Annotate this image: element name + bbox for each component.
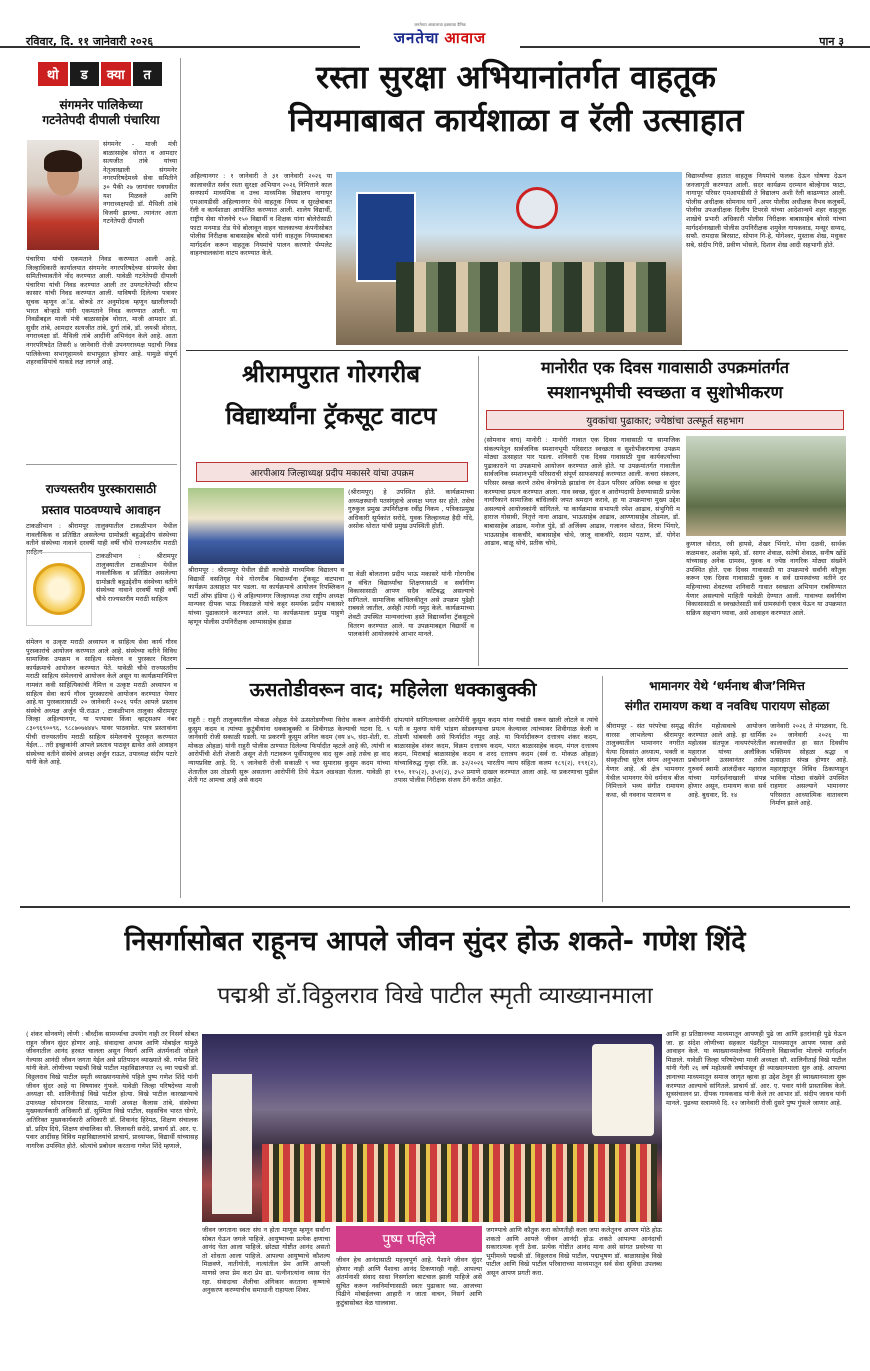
article-text: जगण्याचे आणि कौतुक करा कोणतीही कला जपा कलेतूनच आपण मोठे होऊ शकतो आणि आपले जीवन आनंदी होऊ शकते आपल्या आनंदाची सकारात्मक वृत्ती ठेवा. प्रत्येक गोष्टीत आनंद माना असे सांगत प्रवरेच्या या भूमीमध्ये पद्मश्री डॉ. विठ्ठलराव विखे पाटील, पद्मभूषण डॉ. बाळासाहेब विखे पाटील आणि विखे पाटील परिवाराच्या माध्यमातून सर्व सेवा सुविधा उपलब्ध असून आपण प्रगती करा. bbox=[486, 1226, 662, 1277]
article-text: कीर्तन महोत्सवाचे आयोजन करण्यात आले आहे. हा धार्मिक महोत्सव संतपूज नाथपरंपरेतील महाराज यांच्या अलौकिक प्रबोधनाने उत्सवानंतर तसेच गुरुवर्य स्वामी आलंदीकर महाराज यांच्या मार्गदर्शनाखाली संपन्न होणार असून, रामायण कथा सर्व आहे. बुधवार, दि. १४ bbox=[688, 722, 766, 799]
article-text: विद्यार्थ्यांच्या हातात वाहतूक नियमांचे फलक देऊन घोषणा देऊन जनजागृती करण्यात आली. सदर कार्यक्रम दरम्यान बोल्हेगाव फाटा, नागापूर परिसर एमआयडीसी ते विद्यालय अशी रॅली काढण्यात आली. पोलीस अधीक्षक सोमनाथ घार्गे ,अपर पोलीस अधीक्षक वैभव कलुबर्मे, पोलीस उपअधीक्षक दिलीप टिपरसे यांच्या आदेशान्वये शहर वाहतूक शाखेचे प्रभारी अधिकारी पोलीस निरीक्षक बाबासाहेब बोरसे यांच्या मार्गदर्शनाखाली पोलीस उपनिरीक्षक शमुवेल गायकवाड, मन्सूर सय्यद, सफौ. रामदास बिरसाट, सोपान गि-हे, योगेश्वर, मुस्ताक शेख, मधुकर सबे, संदीप गिरी, प्रवीण भोसले, दिशान शेख आदी सहभागी होते. bbox=[686, 172, 846, 249]
headline-line: प्रस्ताव पाठवण्याचे आवाहन bbox=[41, 503, 161, 517]
headline bbox=[186, 356, 476, 440]
bottom-subheadline: पद्मश्री डॉ.विठ्ठलराव विखे पाटील स्मृती व्याख्यानमाला bbox=[217, 983, 653, 1009]
article-text: अहिल्यानगर : १ जानेवारी ते ३१ जानेवारी २०२६ या कालावधीत सर्वत्र रस्ता सुरक्षा अभियान २०२६ निमित्ताने काल सनफार्म माध्यमिक व उच्च माध्यमिक विद्यालय नागापूर एमआयडीसी अहिल्यानगर येथे वाहतूक नियम व सुरक्षेबाबत रॅली व कार्यशाळा आयोजित करण्यात आली. शालेय विद्यार्थी, राष्ट्रीय सेवा योजनेचे १५० विद्यार्थी व शिक्षक यांना बोलेरोसाठी फाटा मनमाड रोड येथे बोलावून वाहन चालकाच्या कंपनीसोबत पोलीस निरीक्षक बाबासाहेब बोरसे यांनी वाहतूक नियमाबाबत मार्गदर्शन करून वाहतूक नियमांचे पालन करणारे पॅम्पलेट वाहनचालकांना वाटप करण्यात केले. bbox=[190, 172, 332, 258]
article-text: श्रीरामपूर - संत परंपरेचा समृद्ध वारसा लाभलेल्या श्रीरामपूर तालुक्यातील भामानगर नगरीत येत्या दिवसांत अध्यात्म, भक्ती व संस्कृतीचा सुरेल संगम अनुभवता येणार आहे. श्री क्षेत्र भामनगर येथील भामनगर येथे धर्मनाथ बीज निमित्ताने भव्य संगीत रामायण कथा, श्री नवनाथ पारायण व bbox=[606, 722, 684, 799]
article-text: टाकळीभान : श्रीरामपूर तालुक्यातील टाकळीभान येथील नावलौकिक व प्रतिष्ठित असलेल्या ग्रामोन्नती बहुउद्देशीय संस्थेच्या वतीने संस्थेच्या नावाने दरवर्षी याही वर्षी चौथे राज्यस्तरीय मराठी साहित्य bbox=[96, 552, 177, 603]
banner-letter: ड bbox=[70, 62, 100, 86]
headline-line: विद्यार्थ्यांना ट्रॅकसूट वाटप bbox=[225, 402, 437, 430]
article-text: राहुरी : राहुरी तालुक्यातील मोकळ ओहळ येथे ऊसतोडणीच्या विरोध करून आरोपींनी कुसुम कदम व त्यांच्या कुटुंबीयांना धक्काबुक्की व शिवीगाळ केल्याची घटना दि. ९ जानेवारी रोजी सकाळी घडली. या प्रकरणी कुसुम अनिल कदम (वय ४५, धंदा-शेती, रा. मोकळ ओहळ) यांनी राहुरी पोलीस ठाण्यात दिलेल्या फिर्यादीत म्हटले आहे की, त्यांची व आरोपींची शेती शेजारी असून शेती गटावरून पूर्वीपासूनच वाद सुरू आहे तसेच हा वाद न्यायप्रविष्ट आहे. दि. ९ जानेवारी रोजी सकाळी ९ च्या सुमारास कुसुम कदम यांच्या शेतातील उस तोडणी सुरू असताना आरोपींनी तिथे येऊन अडथळा घेतला. यावेळी हा शेती गट आमचा आहे असे कदम bbox=[188, 716, 390, 785]
headline bbox=[26, 98, 176, 128]
headline-line: नियमाबाबत कार्यशाळा व रॅली उत्साहात bbox=[288, 101, 744, 139]
lecture-photo bbox=[202, 1034, 662, 1222]
cleanup-photo bbox=[686, 436, 846, 536]
page-number: पान ३ bbox=[819, 35, 844, 48]
banner-letter: त bbox=[133, 62, 163, 86]
article-text: संगमनेर - माजी मंत्री बाळासाहेब थोरात व आमदार सत्यजीत तांबे यांच्या नेतृत्वाखाली संगमनेर नगरपरिषदेमध्ये सेवा समितीने ३० पैकी २७ जागांवर घवघवीत यश मिळवले आणि नगराध्यक्षपदी डॉ. मैथिली तांबे विजयी झाल्या. त्यानंतर आता गटनेतेपदी दीपाली bbox=[103, 140, 177, 226]
article-text: संमेलन व उत्कृष्ट मराठी अध्यापन व साहित्य सेवा कार्य गौरव पुरस्कारांचे आयोजन करण्यात आले आहे. संस्थेच्या वतीने विविध सामाजिक उपक्रम व साहित्य संमेलन व पुरस्कार वितरण कार्यक्रमाचे आयोजन करण्यात येते. यावेळी चौथे राज्यस्तरीय मराठी साहित्य संमेलनाचे आयोजन केले असून या कार्यक्रमानिमित्त नामवंत कवी साहित्यिकांची नैमित्त व उत्कृष्ट मराठी अध्यापन व साहित्य सेवा कार्य गौरव पुरस्काराचे आयोजन करण्यात येणार आहे.या पुरस्कारासाठी २० जानेवारी २०२६ पर्यंत आपले प्रस्ताव संस्थेचे अध्यक्ष अर्जुन पी.राऊत , टाकळीभान तालुका श्रीरामपूर जिल्हा अहिल्यानगर, या पत्त्यावर किंवा व्हाट्सअप नंबर ८३०९६९००९६, ९८८७०७४४४५ यावर पाठवावेत. पात्र प्रस्तावांना पीची राज्यस्तरीय मराठी साहित्य संमेलनाचे पुरस्कृत करण्यात येईल... तरी इच्छुकांनी आपले प्रस्ताव पाठवून द्यावेत असे आवाहन संस्थेच्या वतीने संस्थेचे अध्यक्ष अर्जुन राऊत, उपाध्यक्ष संदीप पटारे यांनी केले आहे. bbox=[26, 638, 177, 767]
headline-line: संगीत रामायण कथा व नवविध पारायण सोहळा bbox=[624, 699, 830, 713]
headline bbox=[606, 676, 848, 716]
headline-line: स्मशानभूमीची स्वच्छता व सुशोभीकरण bbox=[547, 383, 783, 403]
headline-line: श्रीरामपुरात गोरगरीब bbox=[241, 360, 421, 388]
subheadline: आरपीआय जिल्हाध्यक्ष प्रदीप मकासरे यांचा उपक्रम bbox=[196, 462, 468, 482]
paper-name: जनतेचा bbox=[393, 29, 440, 47]
paper-masthead bbox=[360, 28, 520, 48]
page-header bbox=[0, 0, 870, 48]
article-text: टाकळीभान : श्रीरामपूर तालुक्यातील टाकळीभान येथील नावलौकिक व प्रतिष्ठित असलेल्या ग्रामोन्नती बहुउद्देशीय संस्थेच्या वतीने संस्थेच्या नावाने दरवर्षी याही वर्षी चौथे राज्यस्तरीय मराठी साहित्य bbox=[26, 522, 177, 556]
article-text: जीवन हेच आनंदासाठी महत्त्वपूर्ण आहे. पैशाने जीवन सुंदर होणार नाही आणि पैशाचा आनंद टिकणारही नाही. आपल्या अंतर्मनाशी संवाद साधा निसर्गाला बाटचाल झाली पाहिजे असे सूचित करून नवनिर्माणासाठी स्वतः पुढाकार घ्या. आजच्या पिढीने मोबाईलच्या आहारी न जाता वाचन, निसर्ग आणि कुटुंबासोबत वेळ घालवावा. bbox=[336, 1256, 482, 1307]
banner-letter: थो bbox=[38, 62, 68, 86]
headline: ऊसतोडीवरून वाद; महिलेला धक्काबुक्की bbox=[249, 679, 537, 701]
masthead-tagline: जनतेच्या आवाजाचा हक्काचा दैनिक bbox=[414, 22, 466, 27]
section-label: पुष्प पहिले bbox=[336, 1226, 482, 1252]
article-text: दांपत्यांने सांगितल्यावर आरोपींनी कुसुम कदम यांना गचांडी धरून खाली लोटले व त्यांचे पती व मुलगा यांनी भांडण सोडवण्याचा प्रयत्न केल्यावर त्यांच्यावर शिवीगाळ केली व तोडणी थांबवली असे फिर्यादीत नमूद आहे. या फिर्यादीवरून दत्तात्रय शंकर कदम, बाळासाहेब शंकर कदम, विक्रम दत्तात्रय कदम, भारत बाळासाहेब कदम, मंगल दत्तात्रय कदम, मिराबाई बाळासाहेब कदम व शरद दत्तात्रय कदम (सर्व रा. मोकळ ओहळ) यांच्याविरुद्ध गुन्हा रजि. क्र. ३२/२०२६ भारतीय न्याय संहिता कलम १८९(२), १९१(२), १९०, ११५(२), ३५१(२), ३५२ प्रमाणे दाखल करण्यात आला आहे. या प्रकरणाचा पुढील तपास पोलीस निरीक्षक संजय ठेंगे करीत आहेत. bbox=[394, 716, 598, 785]
award-emblem bbox=[26, 552, 92, 626]
headline bbox=[484, 356, 846, 406]
portrait-photo bbox=[27, 140, 99, 250]
headline-line: संगमनेर पालिकेच्या bbox=[59, 98, 143, 112]
article-text: जानेवारी २०२६ ते मंगळवार, दि. २० जानेवारी २०२६ या कालावधीत हा सात दिवसीय भक्तिमय सोहळा श्रद्धा व उत्साहात संपन्न होणार आहे. महाराष्ट्रातून विविध ठिकाणाहून भाविक मोठ्या संख्येने उपस्थित राहणार असल्याने भामानगर परिसरात आध्यात्मिक वातावरण निर्माण झाले आहे. bbox=[770, 722, 848, 808]
headline bbox=[26, 482, 176, 518]
subheadline: युवकांचा पुढाकार; ज्येष्ठांचा उत्स्फूर्त सहभाग bbox=[486, 410, 844, 430]
headline-line: भामानगर येथे ‘धर्मनाथ बीज’निमित्त bbox=[649, 679, 805, 693]
article-text: आणि हा प्रतिष्ठानच्या माध्यमातून आपणही पुढे जा आणि इतरांनाही पुढे घेऊन जा. हा संदेश लोणीच्या सहकार पंढरीतून माध्यमातून आपण घ्यावा असे आवाहन केले. या व्याख्यानमालेच्या निमित्ताने विद्यार्थ्यांना मोलाचे मार्गदर्शन मिळाले. यावेळी जिल्हा परिषदेच्या माजी अध्यक्षा सौ. शालिनीताई विखे पाटील यांनी गेली २६ वर्ष महोत्सवी वर्षापासून ही व्याख्यानमाला सुरु आहे. आपल्या ज्ञानाच्या माध्यमातून समाज जागृत व्हावा हा उद्देश ठेवून ही व्याख्यानमाला सुरू करण्यात आल्याचे सांगितले. प्राचार्य डॉ. आर. ए. पवार यांनी प्रास्ताविक केले. सूत्रसंचालन प्रा. दीपक गायकवाड यांनी केले तर आभार डॉ. संदीप जाधव यांनी मानले. पुढच्या सत्रामध्ये दि. १२ जानेवारी रोजी दुसरे पुष्प गुंफले जाणार आहे. bbox=[666, 1030, 846, 1107]
article-text: या वेळी बोलताना प्रदीप भाऊ मकासरे यांनी गोरगरीब व वंचित विद्यार्थ्यांचा शिक्षणासाठी व सर्वांगीण विकासासाठी आपण सदैव कटिबद्ध असल्याचे सांगितले. सामाजिक बांधिलकीतून असे उपक्रम पुढेही राबवले जातील, असेही त्यांनी नमूद केले. कार्यक्रमाच्या शेवटी उपस्थित मान्यवरांच्या हस्ते विद्यार्थ्यांना ट्रॅकसूटचे वितरण करण्यात आले. या उपक्रमाबद्दल विद्यार्थी व पालकांनी आयोजकांचे आभार मानले. bbox=[348, 570, 474, 639]
rally-photo bbox=[336, 172, 682, 345]
thodkyat-banner bbox=[38, 62, 164, 86]
article-text: ( शंकर सोनवणे) लोणी : बौध्दीक सामर्थ्याचा उपयोग नाही तर निसर्ग सोबत राहून जीवन सुंदर होणार आहे. संवादाचा अभाव आणि मोबाईल यामुळे जीवनातील आनंद हरवत चालला असून निसर्ग आणि अंतर्मनाशी जोडले गेल्यास आनंदी जीवन जगता येईल असे प्रतिपादन व्याख्याते श्री. गणेश शिंदे यांनी केले. लोणीच्या पद्मश्री विखे पाटील महाविद्यालयात २६ व्या पद्मश्री डॉ. विठ्ठलराव विखे पाटील स्मृती व्याख्यानमालेचे पहिले पुष्प गणेश शिंदे यांनी जीवन सुंदर आहे या विषयावर गुंफले. यावेळी जिल्हा परिषदेच्या माजी अध्यक्षा सौ. शालिनीताई विखे पाटील होत्या. विखे पाटील कारखान्याचे उपाध्यक्ष सोपानराव शिरसाठ, माजी अध्यक्ष कैलास तांबे, संस्थेच्या मुख्यकार्यकारी अधिकारी डॉ. सुस्मिता विखे पाटील, सहसचिव भारत घोगरे, अतिरिक्त मुख्यकार्यकारी अधिकारी डॉ. शिवानंद हिरेमठ, शिक्षण संचालक डॉ. प्रदिप दिघे, शिक्षण संचालिका सौ. लिलावती सरोदे, प्राचार्य डॉ. आर. ए. पवार आदींसह विविध महाविद्यालयांचे प्राचार्य, प्राध्यापक, विद्यार्थी यांच्यासह नागरिक उपस्थित होते. श्रोत्यांचे प्रबोधन करताना गणेश शिंदे म्हणाले, bbox=[26, 1030, 198, 1150]
tracksuit-photo bbox=[188, 488, 344, 564]
headline-line: मानोरीत एक दिवस गावासाठी उपक्रमांतर्गत bbox=[540, 358, 789, 377]
headline-line: राज्यस्तरीय पुरस्कारासाठी bbox=[45, 482, 157, 496]
article-text: जीवन जगताना स्वतः संघ न होता माणूस म्हणून सर्वांना सोबत घेऊन जगले पाहिजे. आयुष्याच्या प्रत्येक क्षणाचा आनंद घेता आला पाहिजे. छोट्या गोष्टीत आनंद असतो तो शोधता आला पाहिजे. आपल्या आयुष्याचे कौशल्य मिळवणे, नातीगोती, नात्यांतील प्रेम आणि आपली माणसे जपा प्रेम करा प्रेम द्या. पत्नीनात्यांना ध्यास घेत रहा. संवादाचा शैलीचा अंगिकार करताना कृष्णाचे अनुकरण करण्याचीच समाधानी राहायला शिका. bbox=[202, 1226, 330, 1295]
paper-name-2: आवाज bbox=[444, 29, 487, 47]
article-text: (श्रीरामपूर) हे उपस्थित होते. कार्यक्रमाच्या अध्यक्षस्थानी पतसंगृहाचे अध्यक्ष भगत सर होते. तसेच गुरुकुल प्रमुख उपनिरीक्षक रवींद्र निकम , पत्रिकाप्रमुख अधिकारी सूर्यकांत सरोदे, युवक जिल्हाध्यक्ष हैदी गोंदे, असोक थोरात यांची प्रमुख उपस्थिती होती. bbox=[348, 488, 474, 531]
headline-line: रस्ता सुरक्षा अभियानांतर्गत वाहतूक bbox=[316, 58, 716, 96]
issue-date: रविवार, दि. ११ जानेवारी २०२६ bbox=[26, 35, 154, 48]
article-text: श्रीरामपूर : श्रीरामपूर येथील डीडी काचोळे माध्यमिक विद्यालय व विद्यार्थी वसतिगृह येथे गोरगरीब विद्यार्थ्यांना ट्रॅकसूट वाटपाचा कार्यक्रम उत्साहात पार पडला. या कार्यक्रमाचे आयोजन रिपब्लिकन पार्टी ऑफ इंडिया () चे अहिल्यानगर जिल्हाध्यक्ष तथा राष्ट्रीय अध्यक्ष मान्यवर दीपक भाऊ निकाळजे यांचे कट्टर समर्थक प्रदीप मकासरे यांच्या पुढाकाराने करण्यात आले. या कार्यक्रमाला प्रमुख पाहुणे म्हणून पोलीस उपनिरीक्षक आप्पासाहेब हंडाळ bbox=[188, 566, 344, 626]
banner-letter: क्या bbox=[101, 62, 131, 86]
headline-line: गटनेतेपदी दीपाली पंचारिया bbox=[42, 113, 160, 127]
article-text: कुणाल थोरात, रवी हापसे, शेखर भिंगारे, मोगा दळवी, सार्थक कळमकर, अशोक म्हसे, डॉ. सागर शेवाळ, सतेषी शेवाळ, सनीष खोंडे यांच्यासह अनेक ग्रामस्थ, युवक व ज्येष्ठ नागरिक मोठ्या संख्येने उपस्थित होते. एक दिवस गावासाठी या उपक्रमाचे सर्वांनी कौतुक करून एक दिवस गावासाठी युवक व सर्व ग्रामस्थांच्या वतीने दर महिन्याच्या शेवटच्या शनिवारी गावात स्वच्छता अभियान राबविण्यात येणार असल्याचे माहिती यावेळी देण्यात आली. गावाच्या सर्वांगीण विकासासाठी व स्वच्छतेसाठी सर्व ग्रामस्थांनी एकत्र येऊन या उपक्रमात सक्रिय सहभाग घ्यावा, असे आवाहन करण्यात आले. bbox=[686, 540, 846, 617]
bottom-headline: निसर्गासोबत राहूनच आपले जीवन सुंदर होऊ शकते- गणेश शिंदे bbox=[124, 926, 746, 957]
top-headline bbox=[186, 56, 846, 142]
article-text: पंचारिया यांची एकमताने निवड करण्यात आली आहे. जिल्हाधिकारी कार्यालयात संगमनेर नगरपरिषदेच्या संगमनेर सेवा समितीच्यावतीने नोंद करण्यात आली. यावेळी गटनेतेपदी दीपाली पंचारिया यांची निवड करण्यात आली तर उपगटनेतेपदी सौरभ कासार यांची निवड करण्यात आली. याविषयी दिलेल्या पत्रावर सूचक म्हणून अॅड. बोरूडे तर अनुमोदक म्हणून खालीलपदी भारत बोऱ्हाडे यांनी एकमताने निवड करण्यात आली. या निवडीबद्दल माजी मंत्री बाळासाहेब थोरात, माजी आमदार डॉ. सुधीर तांबे, आमदार सत्यजीत तांबे, दुर्गा तांबे, डॉ. जयश्री थोरात, नगराध्यक्षा डॉ. मैथिली तांबे आदींनी अभिनंदन केले आहे. आता नगरपरिषदेत तिसरी ४ जानेवारी रोजी उपनगराध्यक्ष पदाची निवड पालिकेच्या सभागृहामध्ये सभापूहात होणार आहे. यामुळे संपूर्ण शहरवासियांचे याकडे लक्ष लागले आहे. bbox=[26, 255, 177, 367]
article-text: (सोमनाथ वाघ) मानोरी : मानोरी गावात एक दिवस गावासाठी या सामाजिक संकल्पनेतून सार्वजनिक स्मशानभूमी परिसरात स्वच्छता व सुशोभीकरणाचा उपक्रम मोठ्या उत्साहात पार पडला. शनिवारी एक दिवस गावासाठी युवा कार्यकर्त्यांच्या पुढाकाराने या उपक्रमाचे आयोजन करण्यात आले होते. या उपक्रमांतर्गत गावातील सार्वजनिक स्मशानभूमी परिसराची संपूर्ण साफसफाई करण्यात आली. कचरा संकलन, परिसर स्वच्छ करणे तसेच वेगवेगळे झाडांना रंग देऊन परिसर अधिक स्वच्छ व सुंदर करण्याचा प्रयत्न करण्यात आला. गाव स्वच्छ, सुंदर व आरोग्यदायी ठेवण्यासाठी प्रत्येक नागरिकाने सामाजिक बांधिलकी जपत श्रमदान करावे, हा या उपक्रमाचा मुख्य उद्देश असल्याचे आयोजकांनी सांगितले. या कार्यक्रमास सभापती रमेश आढाव, संभुगिरी म हाराज गोसावी, नितृत्ते नाना आढाव, भाऊसाहेब आढाव, आण्णासाहेब तोडमल, डॉ. बाबासाहेब आढाव, मनोज पुंडे, डॉ अजिंक्य आढाव, गजानन थोरात, विरण भिंगारे, भाऊसाहेब वाकचौरे, बाबासाहेब चोथे, जालू वाकचौरे, सदाम पठाण, डॉ. योगेश आढाव, बाळू थोचे, प्रतीक चोथे, bbox=[484, 436, 680, 548]
